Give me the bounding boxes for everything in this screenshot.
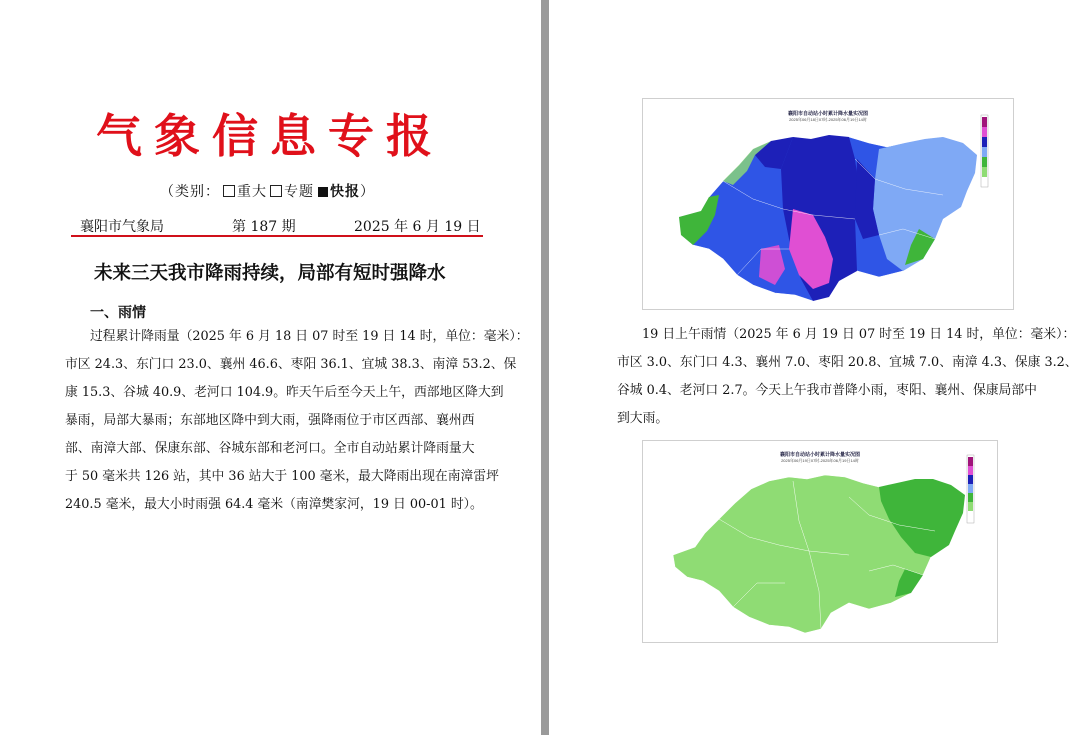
map2-subtitle: 2025年06月19日07时-2025年06月19日14时	[781, 458, 859, 463]
right-paragraph-line: 谷城 0.4、老河口 2.7。今天上午我市普降小雨，枣阳、襄州、保康局部中	[617, 383, 1037, 398]
map1-title: 襄阳市自动站小时累计降水量实况图	[787, 111, 868, 117]
category-line	[160, 181, 375, 201]
map2-title: 襄阳市自动站小时累计降水量实况图	[779, 452, 860, 458]
page-divider	[541, 0, 549, 735]
paragraph-line: 康 15.3、谷城 40.9、老河口 104.9。昨天午后至今天上午，西部地区降大到	[65, 385, 504, 400]
checkbox-empty-icon	[223, 185, 235, 197]
rainfall-map-2	[642, 440, 998, 643]
map1-graphic	[643, 99, 1013, 309]
category-option-special: 专题	[284, 184, 314, 200]
paragraph-line: 240.5 毫米，最大小时雨强 64.4 毫米（南漳樊家河，19 日 00-01 时）。	[65, 497, 483, 512]
paragraph-line: 部、南漳大部、保康东部、谷城东部和老河口。全市自动站累计降雨量大	[65, 441, 475, 456]
paragraph-line: 于 50 毫米共 126 站，其中 36 站大于 100 毫米，最大降雨出现在南漳雷坪	[65, 469, 499, 484]
category-option-major: 重大	[237, 184, 267, 200]
category-option-express: 快报	[330, 184, 360, 200]
rainfall-map-1	[642, 98, 1014, 310]
checkbox-empty-icon	[270, 185, 282, 197]
paragraph-line: 市区 24.3、东门口 23.0、襄州 46.6、枣阳 36.1、宜城 38.3、南漳 53.2、保	[65, 357, 517, 372]
checkbox-filled-icon	[318, 187, 328, 197]
right-paragraph-line: 到大雨。	[617, 411, 669, 426]
right-paragraph-line: 19 日上午雨情（2025 年 6 月 19 日 07 时至 19 日 14 时，单位：毫米）：	[642, 327, 1076, 342]
issuer-name: 襄阳市气象局	[80, 219, 164, 235]
header-rule	[71, 235, 483, 237]
map1-subtitle: 2025年06月18日07时-2025年06月19日14时	[789, 117, 867, 122]
paragraph-line: 过程累计降雨量（2025 年 6 月 18 日 07 时至 19 日 14 时，单位：毫米）：	[90, 329, 529, 344]
category-suffix: ）	[360, 184, 375, 200]
right-paragraph-line: 市区 3.0、东门口 4.3、襄州 7.0、枣阳 20.8、宜城 7.0、南漳 4.3、保康 3.2、	[617, 355, 1078, 370]
issue-number: 第 187 期	[232, 219, 296, 235]
headline: 未来三天我市降雨持续，局部有短时强降水	[94, 263, 446, 284]
masthead-title: 气象信息专报	[96, 109, 444, 163]
section-heading: 一、雨情	[90, 304, 146, 320]
issue-date: 2025 年 6 月 19 日	[354, 219, 481, 235]
map2-graphic	[643, 441, 997, 642]
paragraph-line: 暴雨，局部大暴雨；东部地区降中到大雨，强降雨位于市区西部、襄州西	[65, 413, 475, 428]
category-prefix: （类别：	[160, 184, 220, 200]
